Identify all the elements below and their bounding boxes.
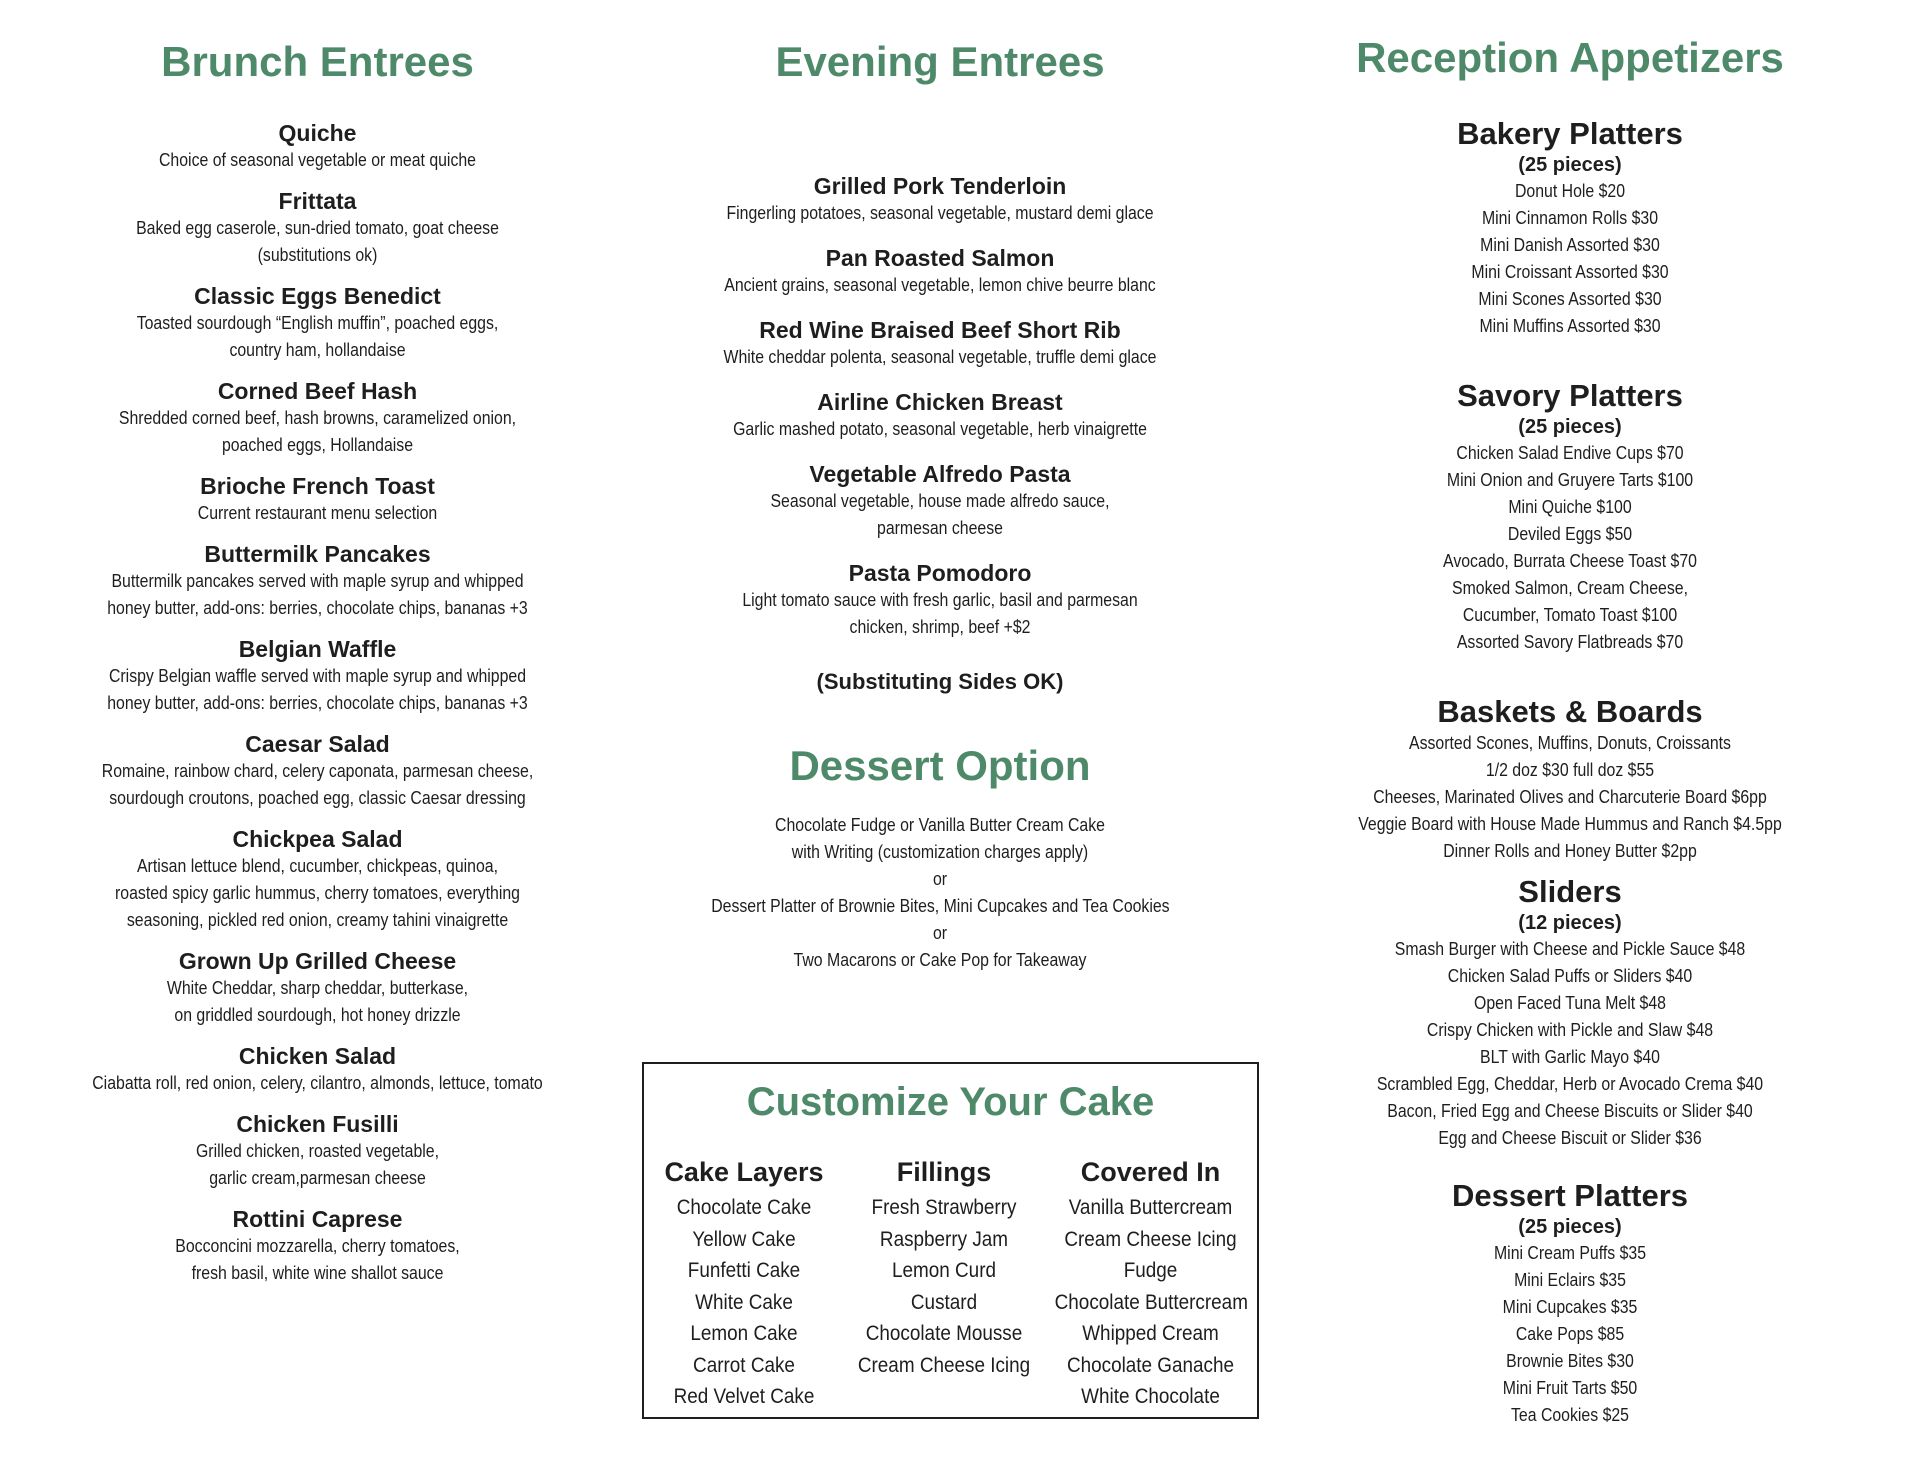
appetizer-line: Scrambled Egg, Cheddar, Herb or Avocado Crema $40 [1376,1074,1764,1094]
item-name: Classic Eggs Benedict [194,283,441,309]
reception-title: Reception Appetizers [1356,34,1784,81]
appetizer-group [1300,116,1840,340]
item-description: honey butter, add-ons: berries, chocolate chips, bananas +3 [107,693,528,713]
menu-item [50,635,585,717]
appetizer-line: Mini Muffins Assorted $30 [1479,316,1661,336]
item-description: on griddled sourdough, hot honey drizzle [174,1005,461,1025]
appetizer-line: Chicken Salad Endive Cups $70 [1456,443,1684,463]
menu-item [50,825,585,934]
menu-item [50,1110,585,1192]
menu-item [680,559,1200,641]
item-description: parmesan cheese [877,518,1003,538]
appetizer-line: Mini Cinnamon Rolls $30 [1481,208,1659,228]
menu-item [680,460,1200,542]
item-description: White cheddar polenta, seasonal vegetable, truffle demi glace [723,347,1157,367]
appetizer-line: Cucumber, Tomato Toast $100 [1462,605,1678,625]
appetizer-line: Mini Cupcakes $35 [1502,1297,1638,1317]
group-title: Baskets & Boards [1437,694,1703,729]
item-name: Pasta Pomodoro [848,560,1032,586]
cake-option: Fudge [1123,1259,1178,1282]
evening-items [680,172,1200,658]
item-description: chicken, shrimp, beef +$2 [849,617,1031,637]
appetizer-line: Cheeses, Marinated Olives and Charcuterie Board $6pp [1373,787,1767,807]
item-description: Toasted sourdough “English muffin”, poached eggs, [136,313,499,333]
dessert-option-line: or [932,923,948,943]
item-name: Vegetable Alfredo Pasta [809,461,1071,487]
group-subtitle: (25 pieces) [1518,1216,1622,1238]
appetizer-line: Brownie Bites $30 [1506,1351,1634,1371]
item-name: Chickpea Salad [232,826,403,852]
appetizer-line: Chicken Salad Puffs or Sliders $40 [1447,966,1693,986]
cake-column-heading: Cake Layers [664,1157,824,1187]
cake-option: Funfetti Cake [687,1259,801,1282]
cake-option: Custard [910,1290,978,1314]
appetizer-line: Mini Onion and Gruyere Tarts $100 [1446,470,1694,490]
item-description: Light tomato sauce with fresh garlic, basil and parmesan [742,590,1138,610]
item-description: Grilled chicken, roasted vegetable, [195,1141,440,1161]
appetizer-line: Assorted Scones, Muffins, Donuts, Croissants [1409,733,1731,753]
menu-item [50,730,585,812]
menu-item [680,388,1200,443]
cake-column-heading: Fillings [896,1157,992,1187]
appetizer-line: Cake Pops $85 [1515,1324,1625,1344]
group-title: Sliders [1518,874,1622,909]
item-name: Red Wine Braised Beef Short Rib [759,317,1121,343]
cake-option: Carrot Cake [693,1353,795,1377]
cake-option: Cream Cheese Icing [857,1353,1031,1377]
cake-option: Raspberry Jam [879,1227,1009,1251]
item-description: country ham, hollandaise [229,340,406,360]
dessert-option-title: Dessert Option [789,742,1091,789]
cake-option: Chocolate Ganache [1066,1353,1235,1377]
item-description: poached eggs, Hollandaise [221,435,414,455]
item-name: Corned Beef Hash [217,378,418,404]
appetizer-line: Mini Quiche $100 [1508,497,1632,517]
item-description: Fingerling potatoes, seasonal vegetable, mustard demi glace [726,203,1154,223]
appetizer-line: Veggie Board with House Made Hummus and Ranch $4.5pp [1358,814,1782,834]
item-name: Chicken Salad [238,1043,397,1069]
group-subtitle: (25 pieces) [1518,154,1622,176]
appetizer-line: Bacon, Fried Egg and Cheese Biscuits or Slider $40 [1387,1101,1753,1121]
cake-option: Red Velvet Cake [673,1385,815,1408]
menu-item [50,282,585,364]
dessert-option-line: or [932,869,948,889]
appetizer-line: Avocado, Burrata Cheese Toast $70 [1443,551,1697,571]
item-name: Brioche French Toast [200,473,435,499]
item-description: Baked egg caserole, sun-dried tomato, goat cheese [136,218,499,238]
appetizer-line: Mini Croissant Assorted $30 [1471,262,1669,282]
cake-option: White Chocolate [1081,1385,1220,1408]
menu-item [50,187,585,269]
cake-option: Fresh Strawberry [871,1196,1017,1219]
item-description: Bocconcini mozzarella, cherry tomatoes, [175,1236,460,1256]
item-description: Current restaurant menu selection [197,503,438,523]
menu-item [50,377,585,459]
item-description: Romaine, rainbow chard, celery caponata, parmesan cheese, [101,761,534,781]
menu-item [50,947,585,1029]
menu-item [50,1042,585,1097]
customize-title: Customize Your Cake [746,1080,1155,1124]
cake-option: Vanilla Buttercream [1068,1196,1233,1219]
appetizer-line: Tea Cookies $25 [1510,1405,1630,1425]
item-name: Frittata [278,188,357,214]
cake-option: Chocolate Buttercream [1054,1290,1248,1314]
cake-option: Chocolate Cake [676,1196,812,1219]
dessert-option-line: with Writing (customization charges apply) [791,842,1089,862]
menu-item [50,472,585,527]
dessert-option-line: Two Macarons or Cake Pop for Takeaway [793,950,1087,970]
appetizer-line: Smoked Salmon, Cream Cheese, [1452,578,1688,598]
item-description: Artisan lettuce blend, cucumber, chickpeas, quinoa, [136,856,499,876]
appetizer-line: Mini Danish Assorted $30 [1480,235,1660,255]
appetizer-group [1300,1178,1840,1429]
cake-option: Chocolate Mousse [865,1322,1023,1345]
appetizer-line: Open Faced Tuna Melt $48 [1474,993,1666,1013]
item-name: Caesar Salad [245,731,390,757]
item-description: Choice of seasonal vegetable or meat quiche [158,150,476,170]
menu-item [680,316,1200,371]
item-name: Chicken Fusilli [236,1111,399,1137]
group-title: Savory Platters [1457,378,1683,413]
appetizer-line: Mini Fruit Tarts $50 [1502,1378,1638,1398]
substitution-note: (Substituting Sides OK) [816,669,1064,694]
cake-column [844,1156,1044,1413]
item-name: Rottini Caprese [232,1206,403,1232]
item-description: Ancient grains, seasonal vegetable, lemon chive beurre blanc [724,275,1156,295]
item-description: (substitutions ok) [257,245,378,265]
cake-option: Lemon Curd [891,1259,997,1282]
brunch-items [50,119,585,1300]
cake-option: Cream Cheese Icing [1064,1227,1237,1251]
cake-column [644,1156,844,1413]
item-description: honey butter, add-ons: berries, chocolate chips, bananas +3 [107,598,528,618]
appetizer-line: Crispy Chicken with Pickle and Slaw $48 [1426,1020,1714,1040]
group-subtitle: (12 pieces) [1518,912,1622,934]
item-description: Shredded corned beef, hash browns, caramelized onion, [118,408,517,428]
group-title: Dessert Platters [1451,1178,1689,1213]
item-description: garlic cream,parmesan cheese [209,1168,426,1188]
menu-item [50,119,585,174]
item-description: Ciabatta roll, red onion, celery, cilantro, almonds, lettuce, tomato [92,1073,543,1093]
item-name: Grilled Pork Tenderloin [813,173,1067,199]
item-name: Airline Chicken Breast [817,389,1063,415]
cake-option: Lemon Cake [690,1322,798,1345]
appetizer-line: Mini Eclairs $35 [1514,1270,1626,1290]
menu-item [50,1205,585,1287]
item-name: Grown Up Grilled Cheese [178,948,457,974]
cake-option: White Cake [695,1290,793,1314]
cake-column [1044,1156,1257,1413]
group-title: Bakery Platters [1457,116,1683,151]
item-description: Crispy Belgian waffle served with maple syrup and whipped [108,666,527,686]
item-description: White Cheddar, sharp cheddar, butterkase, [166,978,469,998]
group-subtitle: (25 pieces) [1518,416,1622,438]
item-description: Buttermilk pancakes served with maple syrup and whipped [111,571,524,591]
cake-option: Whipped Cream [1082,1322,1219,1345]
cake-columns [644,1156,1257,1413]
dessert-option-line: Dessert Platter of Brownie Bites, Mini Cupcakes and Tea Cookies [711,896,1170,916]
appetizer-group [1300,378,1840,656]
appetizer-line: Dinner Rolls and Honey Butter $2pp [1443,841,1697,861]
dessert-option-line: Chocolate Fudge or Vanilla Butter Cream Cake [775,815,1105,835]
appetizer-line: Assorted Savory Flatbreads $70 [1456,632,1684,652]
appetizer-line: 1/2 doz $30 full doz $55 [1485,760,1655,780]
appetizer-group [1300,694,1840,865]
appetizer-line: Donut Hole $20 [1514,181,1626,201]
appetizer-line: Mini Scones Assorted $30 [1478,289,1662,309]
cake-column-heading: Covered In [1080,1157,1221,1187]
item-name: Pan Roasted Salmon [825,245,1055,271]
menu-item [680,244,1200,299]
customize-cake-box [642,1062,1259,1419]
item-description: roasted spicy garlic hummus, cherry tomatoes, everything [115,883,520,903]
cake-option: Yellow Cake [692,1227,796,1251]
item-description: sourdough croutons, poached egg, classic Caesar dressing [109,788,526,808]
evening-title: Evening Entrees [775,38,1105,85]
appetizer-line: Egg and Cheese Biscuit or Slider $36 [1438,1128,1702,1148]
appetizer-line: Mini Cream Puffs $35 [1493,1243,1647,1263]
item-name: Belgian Waffle [238,636,397,662]
menu-item [50,540,585,622]
item-description: Seasonal vegetable, house made alfredo sauce, [770,491,1110,511]
item-description: fresh basil, white wine shallot sauce [191,1263,444,1283]
appetizer-line: Deviled Eggs $50 [1507,524,1633,544]
appetizer-group [1300,874,1840,1152]
appetizer-line: BLT with Garlic Mayo $40 [1480,1047,1660,1067]
brunch-title: Brunch Entrees [161,38,474,85]
dessert-option-lines [680,812,1200,974]
appetizer-line: Smash Burger with Cheese and Pickle Sauce $48 [1394,939,1746,959]
item-name: Quiche [278,120,357,146]
menu-item [680,172,1200,227]
item-name: Buttermilk Pancakes [204,541,431,567]
item-description: Garlic mashed potato, seasonal vegetable, herb vinaigrette [733,419,1147,439]
item-description: seasoning, pickled red onion, creamy tahini vinaigrette [126,910,509,930]
